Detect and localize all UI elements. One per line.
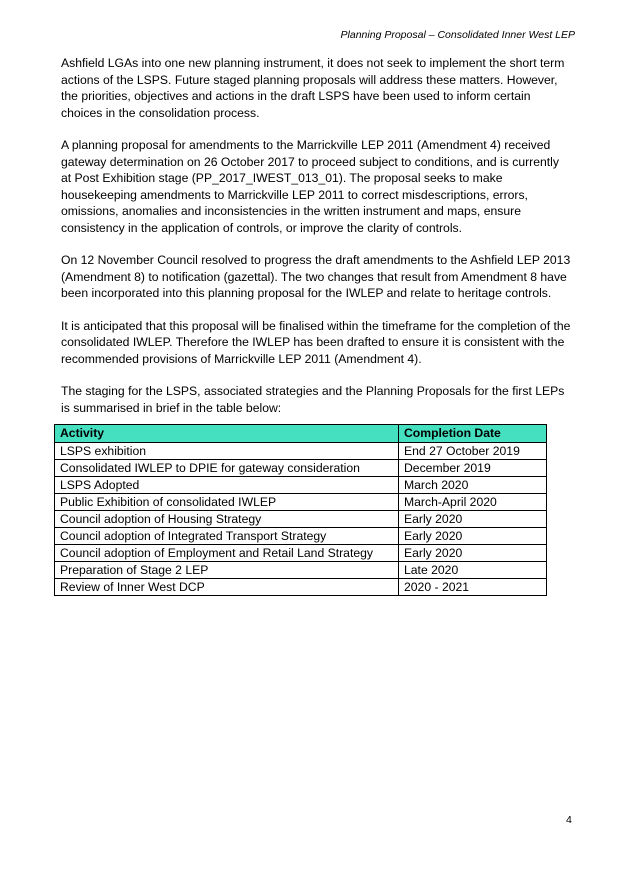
completion-date-cell: End 27 October 2019 xyxy=(399,443,547,460)
paragraph-marrickville-amendment: A planning proposal for amendments to the Marrickville LEP 2011 (Amendment 4) received gateway determination on 26 October 2017 to proceed subject to conditions, and is currently at Post Exhibition stage (PP_2017_IWEST_013_01). The proposal seeks to make housekeeping amendments to Marrickville LEP 2011 to correct misdescriptions, errors, omissions, anomalies and inconsistencies in the written instrument and maps, ensure consistency in the application of controls, or improve the clarity of controls. xyxy=(61,138,559,235)
table-row xyxy=(55,579,547,596)
completion-date-cell: Late 2020 xyxy=(399,562,547,579)
staging-table xyxy=(54,424,547,596)
activity-cell: Council adoption of Employment and Retail Land Strategy xyxy=(55,545,399,562)
table-row xyxy=(55,477,547,494)
completion-date-cell: December 2019 xyxy=(399,460,547,477)
page-header: Planning Proposal – Consolidated Inner West LEP xyxy=(340,29,575,41)
paragraph-ashfield-amendment: On 12 November Council resolved to progress the draft amendments to the Ashfield LEP 2013 (Amendment 8) to notification (gazettal). The two changes that result from Amendment 8 have been incorporated into this planning proposal for the IWLEP and relate to heritage controls. xyxy=(61,253,571,300)
table-row xyxy=(55,511,547,528)
table-row xyxy=(55,545,547,562)
activity-cell: Council adoption of Integrated Transport Strategy xyxy=(55,528,399,545)
paragraph-timeframe: It is anticipated that this proposal will be finalised within the timeframe for the completion of the consolidated IWLEP. Therefore the IWLEP has been drafted to ensure it is consistent with the recommended provisions of Marrickville LEP 2011 (Amendment 4). xyxy=(61,318,571,366)
completion-date-cell: March 2020 xyxy=(399,477,547,494)
activity-cell: Preparation of Stage 2 LEP xyxy=(55,562,399,579)
completion-date-cell: March-April 2020 xyxy=(399,494,547,511)
table-header-row xyxy=(55,425,547,443)
activity-cell: Council adoption of Housing Strategy xyxy=(55,511,399,528)
table-row xyxy=(55,443,547,460)
column-header-activity: Activity xyxy=(55,425,399,443)
activity-cell: LSPS Adopted xyxy=(55,477,399,494)
activity-cell: LSPS exhibition xyxy=(55,443,399,460)
completion-date-cell: Early 2020 xyxy=(399,511,547,528)
table-row xyxy=(55,460,547,477)
column-header-completion-date: Completion Date xyxy=(399,425,547,443)
completion-date-cell: Early 2020 xyxy=(399,528,547,545)
activity-cell: Public Exhibition of consolidated IWLEP xyxy=(55,494,399,511)
activity-cell: Review of Inner West DCP xyxy=(55,579,399,596)
paragraph-ashfield-lgas: Ashfield LGAs into one new planning instrument, it does not seek to implement the short term actions of the LSPS. Future staged planning proposals will address these matters. However, the priorities, objectives and actions in the draft LSPS have been used to inform certain choices in the consolidation process. xyxy=(61,56,565,120)
completion-date-cell: 2020 - 2021 xyxy=(399,579,547,596)
table-row xyxy=(55,562,547,579)
page-number: 4 xyxy=(566,814,572,826)
activity-cell: Consolidated IWLEP to DPIE for gateway consideration xyxy=(55,460,399,477)
document-body xyxy=(61,55,571,596)
completion-date-cell: Early 2020 xyxy=(399,545,547,562)
table-row xyxy=(55,494,547,511)
table-row xyxy=(55,528,547,545)
paragraph-staging-intro: The staging for the LSPS, associated strategies and the Planning Proposals for the first LEPs is summarised in brief in the table below: xyxy=(61,384,565,415)
